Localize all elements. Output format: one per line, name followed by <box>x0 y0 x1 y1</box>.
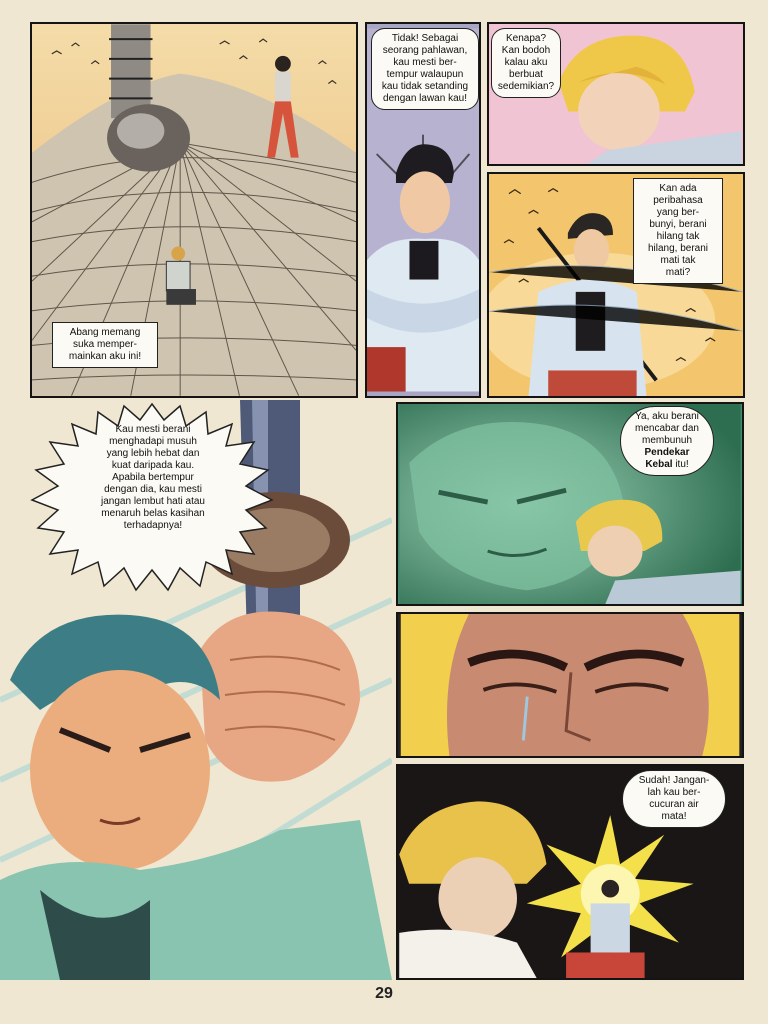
bubble-line: dengan lawan kau! <box>383 93 467 104</box>
bubble-line: cucuran air <box>649 799 699 810</box>
panel-ghostly-face <box>396 402 744 606</box>
caption-line: suka memper- <box>73 339 137 350</box>
bubble-line: Tidak! Sebagai <box>391 33 459 44</box>
bubble-line: kuat daripada kau. <box>111 460 195 471</box>
caption-line: bunyi, berani <box>649 219 707 230</box>
speech-bubble <box>371 28 479 110</box>
bubble-line: kau mesti ber- <box>393 57 457 68</box>
bubble-line: seorang pahlawan, <box>382 45 468 56</box>
caption-line: Kan ada <box>659 183 697 194</box>
caption-line: hilang tak <box>656 231 700 242</box>
bubble-line: sedemikian? <box>497 81 555 92</box>
shout-bubble-text <box>58 424 248 532</box>
panel-hero-gripping-sword <box>0 400 392 980</box>
bubble-line: lah kau ber- <box>647 787 701 798</box>
bubble-word: itu! <box>675 459 689 470</box>
crying-eyes-illustration <box>398 614 742 756</box>
caption-line: hilang, berani <box>647 243 709 254</box>
panel-blond-youth-pink <box>487 22 745 166</box>
bubble-line: Kan bodoh <box>501 45 551 56</box>
bubble-line: Sudah! Jangan- <box>638 775 710 786</box>
bubble-line: jangan lembut hati atau <box>101 496 205 507</box>
bubble-line: Kenapa? <box>505 33 547 44</box>
panel-hero-with-sword <box>487 172 745 398</box>
bubble-line: Kau mesti berani <box>115 424 191 435</box>
bubble-line: Apabila bertempur <box>112 472 194 483</box>
caption-line: mati tak <box>660 255 696 266</box>
panel-rooftop <box>30 22 358 398</box>
caption-line: Abang memang <box>69 327 141 338</box>
bubble-line: tempur walaupun <box>386 69 464 80</box>
bubble-line: mencabar dan <box>635 423 699 434</box>
speech-bubble <box>622 770 726 828</box>
page-number: 29 <box>375 985 393 1002</box>
caption-line: mati? <box>665 267 691 278</box>
caption-line: peribahasa <box>653 195 703 206</box>
bubble-line: dengan dia, kau mesti <box>104 484 202 495</box>
caption-line: yang ber- <box>656 207 700 218</box>
bubble-line: menghadapi musuh <box>109 436 197 447</box>
panel-blond-youth-glow <box>396 764 744 980</box>
bubble-line-bold: Pendekar <box>644 447 690 458</box>
bubble-line: terhadapnya! <box>123 520 183 531</box>
caption-box <box>633 178 723 284</box>
bubble-line: menaruh belas kasihan <box>101 508 205 519</box>
speech-bubble <box>491 28 561 98</box>
caption-line: mainkan aku ini! <box>68 351 142 362</box>
bubble-word-bold: Kebal <box>645 459 673 470</box>
bubble-line: mata! <box>661 811 687 822</box>
bubble-line: Ya, aku berani <box>635 411 699 422</box>
bubble-line: membunuh <box>641 435 693 446</box>
panel-hero-arms-crossed <box>365 22 481 398</box>
caption-box <box>52 322 158 368</box>
bubble-line: kalau aku <box>504 57 548 68</box>
bubble-line: yang lebih hebat dan <box>106 448 200 459</box>
bubble-line: berbuat <box>509 69 543 80</box>
panel-crying-eyes <box>396 612 744 758</box>
thought-bubble <box>620 406 714 476</box>
bubble-line: kau tidak setanding <box>381 81 469 92</box>
